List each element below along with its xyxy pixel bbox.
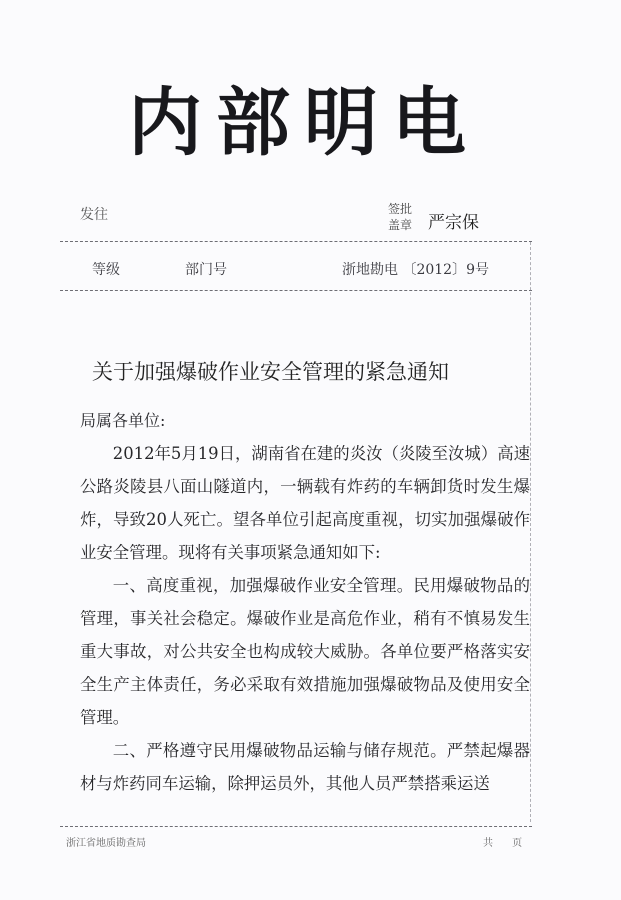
masthead-title: 内部明电 [128, 80, 480, 166]
body-paragraph: 二、严格遵守民用爆破物品运输与储存规范。严禁起爆器材与炸药同车运输，除押运员外，其他人员严禁搭乘运送 [80, 741, 530, 793]
form-border [530, 242, 532, 822]
body-paragraph: 2012年5月19日，湖南省在建的炎汝（炎陵至汝城）高速公路炎陵县八面山隧道内，一辆载有炸药的车辆卸货时发生爆炸，导致20人死亡。望各单位引起高度重视，切实加强爆破作业安全管理。现将有关事项紧急通知如下: [80, 444, 530, 562]
body-paragraph: 一、高度重视，加强爆破作业安全管理。民用爆破物品的管理，事关社会稳定。爆破作业是高危作业，稍有不慎易发生重大事故，对公共安全也构成较大威胁。各单位要严格落实安全生产主体责任，务必采取有效措施加强爆破物品及使用安全管理。 [80, 576, 530, 727]
notice-title: 关于加强爆破作业安全管理的紧急通知 [92, 360, 449, 384]
header-rule-bottom [60, 290, 532, 291]
signer-name: 严宗保 [428, 213, 479, 233]
sender-label: 发往 [80, 207, 108, 223]
footer-rule [60, 826, 532, 827]
signer-label: 签批盖章 [388, 202, 413, 232]
notice-body [80, 437, 530, 800]
dept-label: 部门号 [185, 262, 227, 278]
doc-number: 浙地勘电 〔2012〕9号 [342, 262, 489, 278]
salutation: 局属各单位: [80, 411, 166, 430]
footer-page: 共 页 [483, 838, 531, 849]
footer-org: 浙江省地质勘查局 [66, 838, 146, 849]
level-label: 等级 [92, 262, 120, 278]
header-rule-top [60, 241, 532, 242]
